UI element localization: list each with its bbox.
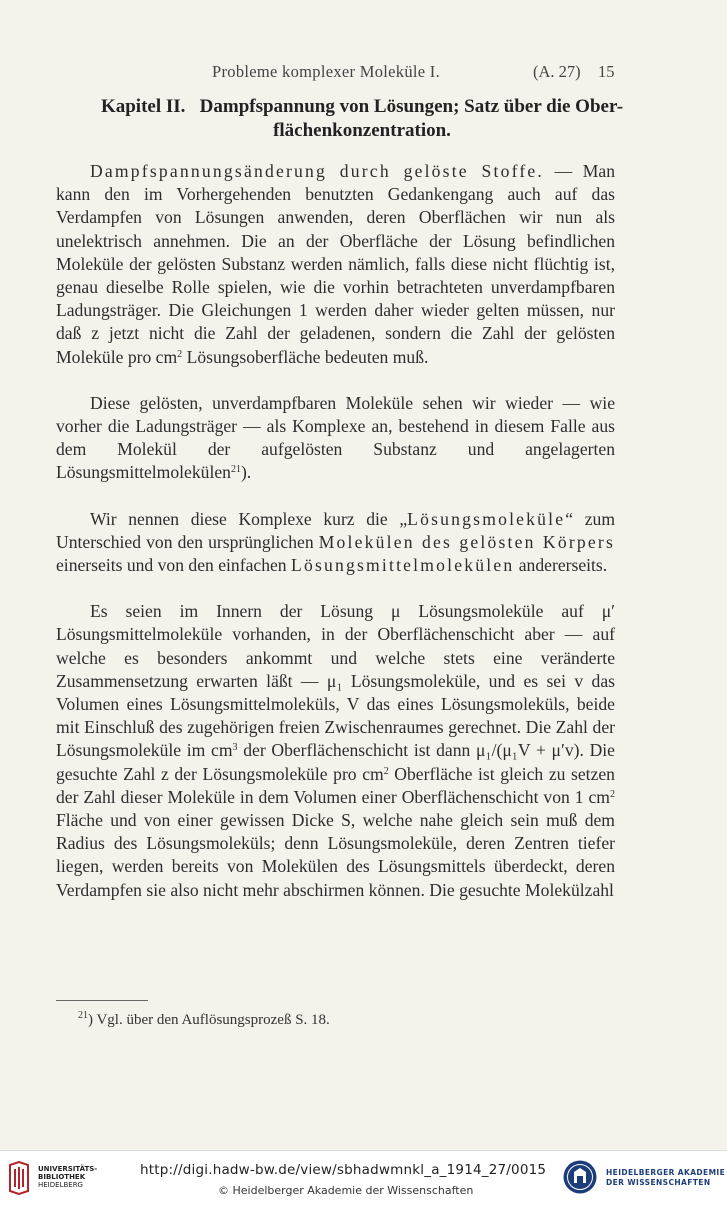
running-title: Probleme komplexer Moleküle I. (212, 62, 441, 81)
library-name-line-3: HEIDELBERG (38, 1181, 83, 1189)
footnote-divider (56, 1000, 148, 1001)
paragraph-4-text-c: Oberfläche ist gleich zu setzen der Zahl dieser Moleküle in dem Volumen einer Oberflächenschicht von 1 cm (56, 763, 615, 807)
paragraph-4-text-d: Fläche und von einer gewissen Dicke S, welche nahe gleich sein muß dem Radius des Lösungsmoleküls; denn Lösungsmoleküle, deren Zentren tiefer liegen, werden bereits von Molekülen des Lösungsmittels überdeckt, deren Verdampfen sie also nicht mehr abschirmen können. Die gesuchte Molekülzahl (56, 810, 615, 900)
superscript: 2 (177, 348, 183, 360)
paragraph-3-text-c: einerseits und von den einfachen (56, 555, 291, 576)
superscript: 3 (232, 742, 238, 754)
footnote-marker: 21 (78, 1010, 88, 1021)
viewer-footer (0, 1150, 727, 1205)
paragraph-3-text-b: “ zum Unterschied von den ursprünglichen (56, 508, 615, 552)
footnote-text: ) Vgl. über den Auflösungsprozeß S. 18. (88, 1012, 330, 1028)
page-reference: (A. 27) (533, 62, 581, 81)
chapter-heading (56, 95, 668, 143)
term-loesungsmittelmolekuele: Lösungsmittelmolekülen (291, 555, 515, 576)
permalink-url[interactable]: http://digi.hadw-bw.de/view/sbhadwmnkl_a_1914_27/0015 (140, 1162, 547, 1178)
library-name (38, 1165, 97, 1189)
paragraph-2 (56, 392, 615, 485)
academy-name-line-1: HEIDELBERGER AKADEMIE (606, 1168, 726, 1177)
body-text (56, 160, 615, 925)
library-name-line-2: BIBLIOTHEK (38, 1173, 86, 1181)
chapter-heading-line-2: flächenkonzentration. (273, 120, 451, 141)
academy-name-line-2: DER WISSENSCHAFTEN (606, 1178, 711, 1187)
paragraph-3-text-d: andererseits. (514, 555, 608, 576)
copyright-notice: © Heidelberger Akademie der Wissenschaften (218, 1184, 474, 1197)
paragraph-1 (56, 160, 615, 369)
paragraph-4-text-a: Es seien im Innern der Lösung μ Lösungsmoleküle auf μ′ Lösungsmittelmoleküle vorhanden, in der Oberflächenschicht aber — auf welche es besonders ankommt und welche stets eine veränderte Zusammensetzung erwarten läßt — μ₁ Lösungsmoleküle, und es sei v das Volumen eines Lösungsmittelmoleküls, V das eines Lösungsmoleküls, beide mit Einschluß des zugehörigen freien Zwischenraumes gerechnet. Die Zahl der Lösungsmoleküle im cm (56, 601, 615, 761)
paragraph-1-end: Lösungsoberfläche bedeuten muß. (182, 346, 429, 367)
paragraph-2-end: ). (240, 462, 252, 483)
running-head (0, 62, 727, 84)
superscript: 2 (383, 765, 389, 777)
paragraph-4-text-b: der Oberflächenschicht ist dann μ₁/(μ₁V + μ′v). Die gesuchte Zahl z der Lösungsmoleküle pro cm (56, 740, 615, 784)
page-number: 15 (598, 62, 615, 81)
paragraph-4 (56, 600, 615, 902)
section-run-in-heading: Dampfspannungsänderung durch gelöste Stoffe. (90, 161, 545, 181)
term-molekuele-des-geloesten-koerpers: Molekülen des gelösten Körpers (318, 531, 615, 552)
term-loesungsmolekuele: Lösungsmoleküle (407, 508, 566, 529)
footnote-ref: 21 (230, 464, 241, 476)
paragraph-1-text: — Man kann den im Vorhergehenden benutzten Gedankengang auch auf das Verdampfen von Lösungen anwenden, deren Oberflächen wir nun als unelektrisch annehmen. Die an der Oberfläche der Lösung befindlichen Moleküle der gelösten Substanz werden nämlich, falls diese nicht flüchtig ist, genau dieselbe Rolle spielen, wie die vorhin betrachteten unverdampfbaren Ladungsträger. Die Gleichungen 1 werden daher wieder gelten müssen, nur daß z jetzt nicht die Zahl der geladenen, sondern die Zahl der gelösten Moleküle pro cm (56, 161, 615, 367)
superscript: 2 (610, 788, 615, 800)
academy-seal-icon (562, 1159, 598, 1195)
footnote (78, 1012, 618, 1029)
university-library-logo-icon (6, 1161, 32, 1195)
library-name-line-1: UNIVERSITÄTS- (38, 1165, 98, 1173)
paragraph-3-text-a: Wir nennen diese Komplexe kurz die „ (90, 508, 408, 529)
paragraph-3 (56, 508, 615, 578)
chapter-heading-line-1: Kapitel II. Dampfspannung von Lösungen; Satz über die Ober- (100, 96, 624, 117)
academy-name (606, 1168, 725, 1188)
paragraph-2-text: Diese gelösten, unverdampfbaren Moleküle sehen wir wieder — wie vorher die Ladungsträger — als Komplexe an, bestehend in diesem Falle aus dem Molekül der aufgelösten Substanz und angelagerten Lösungsmittelmolekülen (56, 392, 615, 483)
